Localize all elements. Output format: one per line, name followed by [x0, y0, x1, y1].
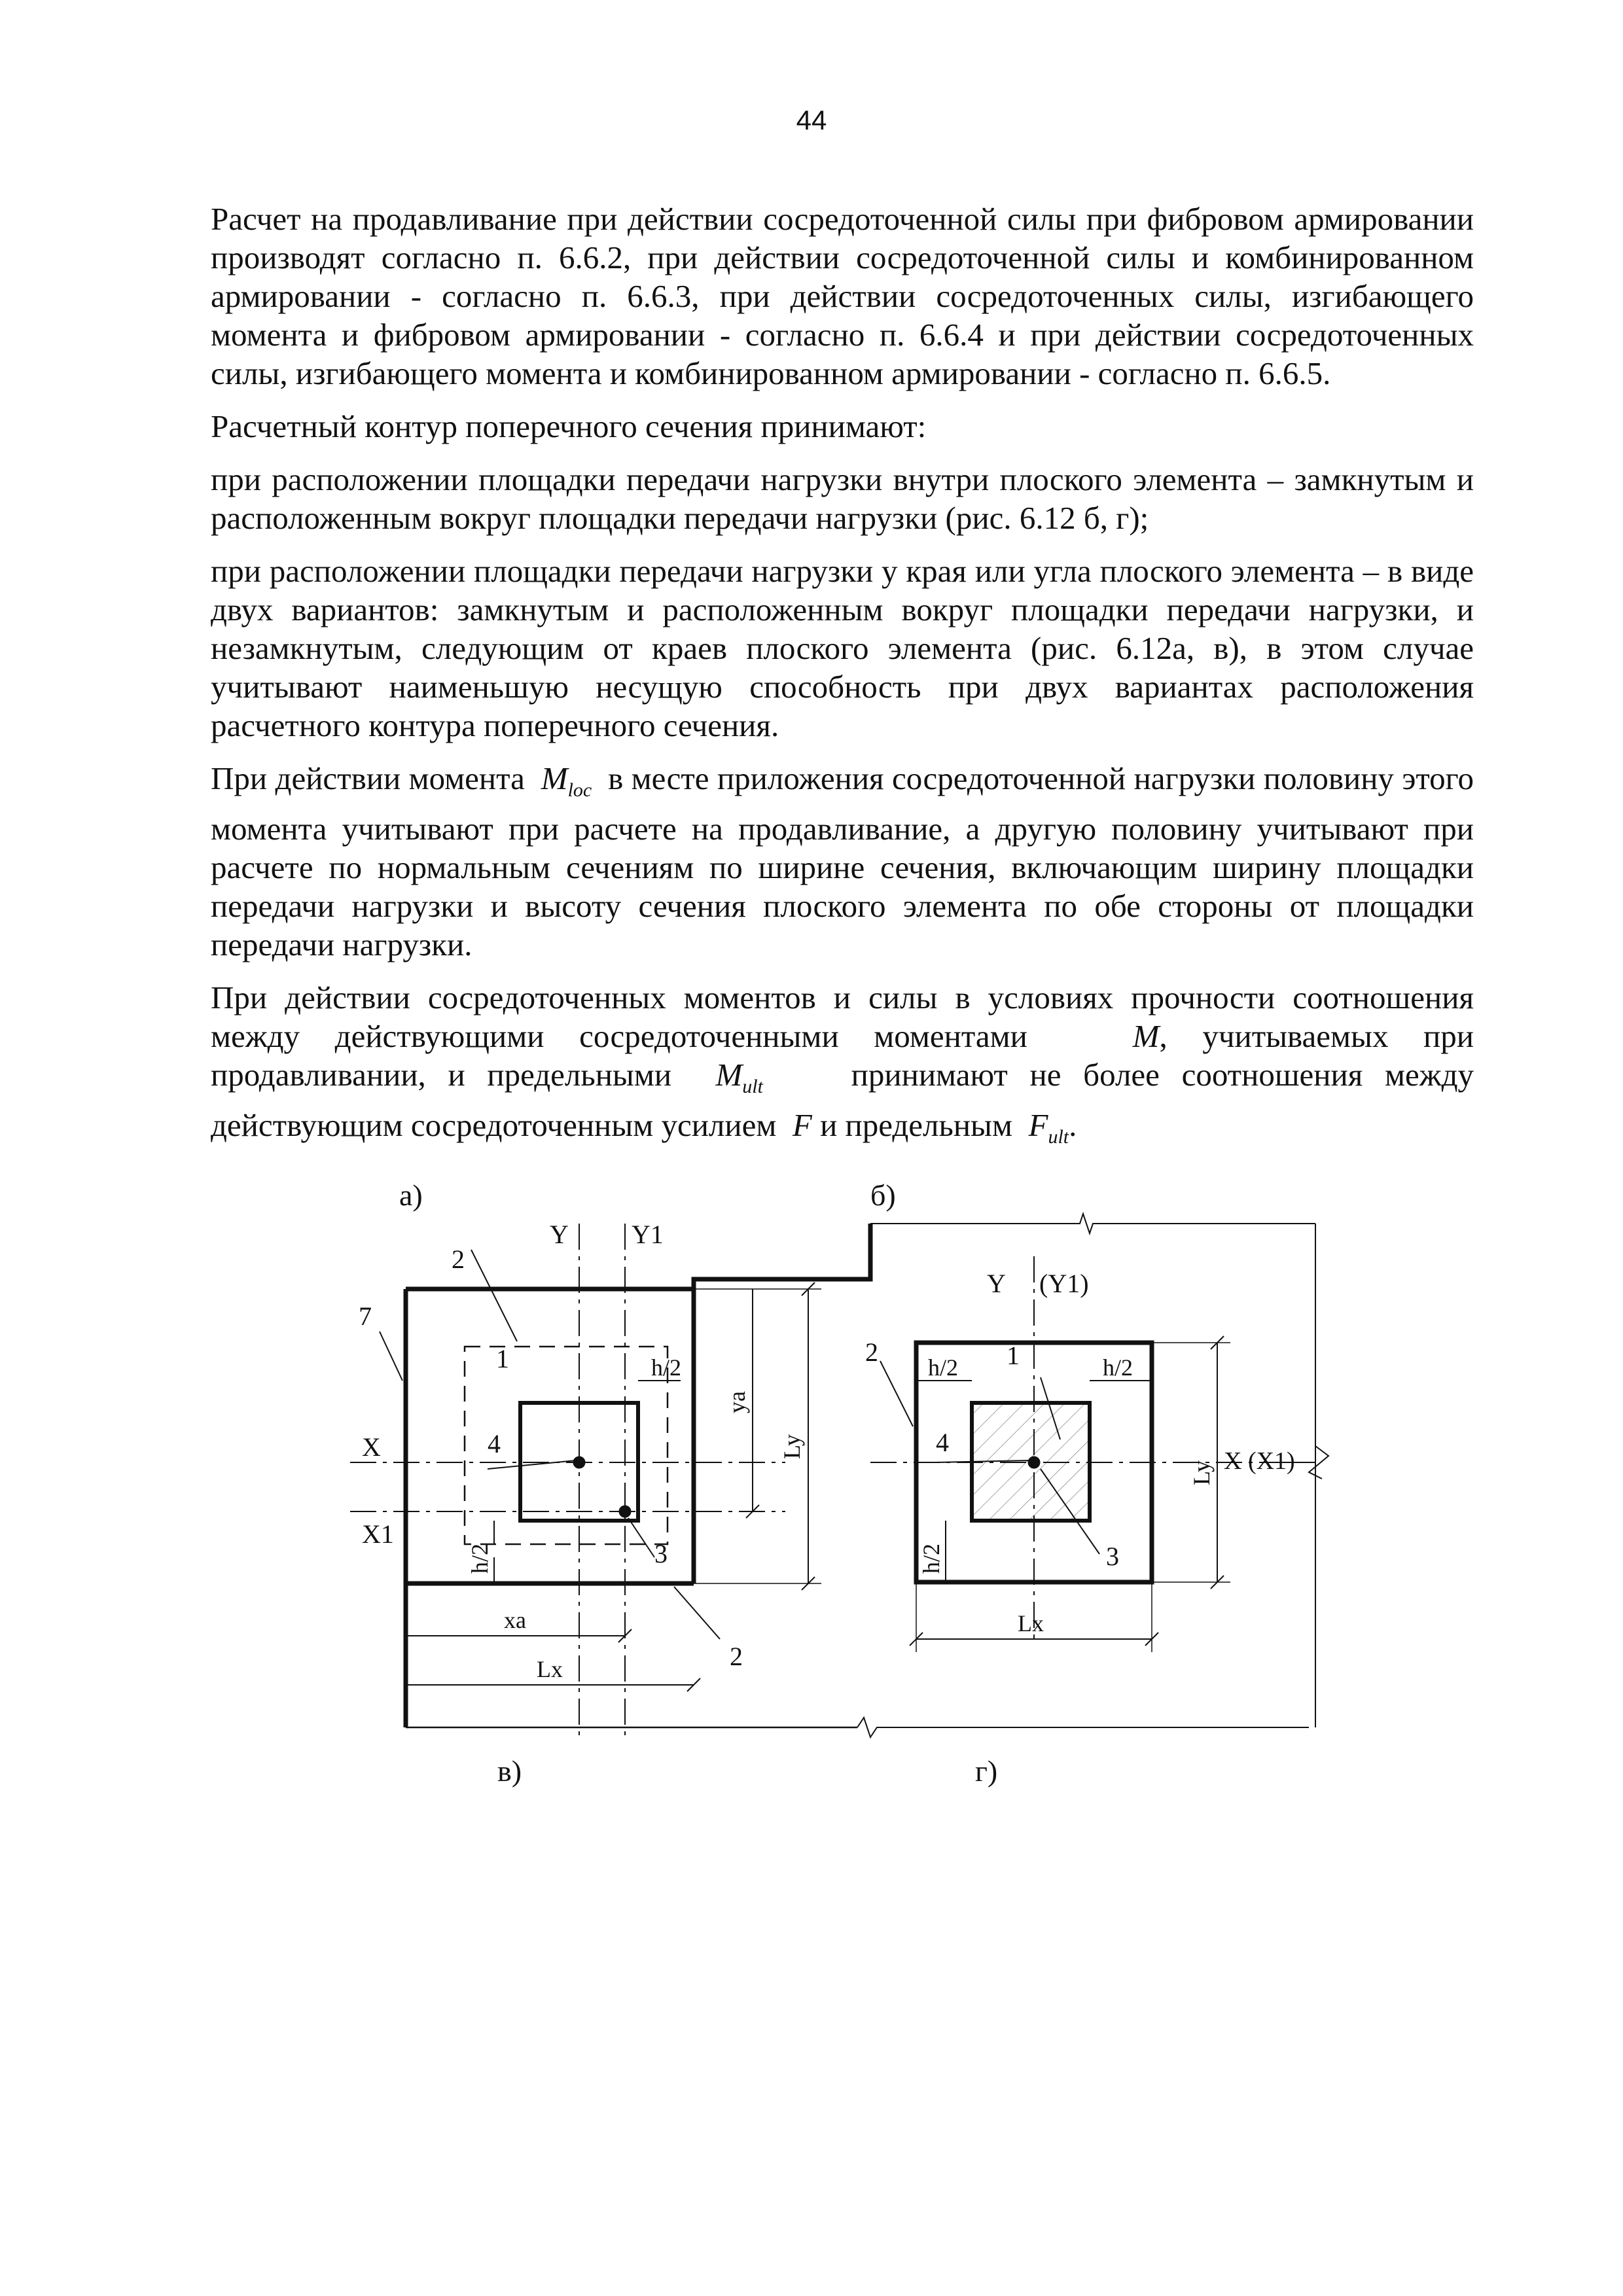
paragraph-4: при расположении площадки передачи нагрузки у края или угла плоского элемента – в виде двух вариантов: замкнутым и расположенным вокруг площадки передачи нагрузки, и незамкнутым, следующим от краев плоского элемента (рис. 6.12а, в), в этом случае учитывают наименьшую несущую способность при двух вариантах расположения расчетного контура поперечного сечения.: [211, 553, 1474, 743]
symbol-F: F: [792, 1106, 812, 1143]
figure-label-g: г): [975, 1754, 998, 1788]
symbol-M-loc: $M_{loc}$: [541, 760, 592, 801]
figure-label-v: в): [497, 1754, 522, 1788]
right-label-4: 4: [936, 1428, 949, 1457]
paragraph-6: При действии сосредоточенных моментов и силы в условиях прочности соотношения между действующими сосредоточенными моментами M, учитываемых при продавливании, и предельными $M_{ult}$ принимают не более соотношения между действующим сосредоточенным усилием F и предельным $F_{ult}$.: [211, 979, 1474, 1148]
left-dim-ya: ya: [724, 1391, 750, 1413]
figure-6-12: [0, 1165, 1623, 1819]
paragraph-5-start: При действии момента: [211, 760, 525, 796]
right-dim-h2-left: h/2: [928, 1354, 959, 1381]
left-label-3: 3: [654, 1539, 668, 1568]
left-axis-X1: X1: [362, 1519, 394, 1549]
left-axis-Y: Y: [550, 1220, 569, 1249]
left-dim-h2-top: h/2: [651, 1354, 682, 1381]
paragraph-5: [211, 759, 1474, 964]
paragraph-3: при расположении площадки передачи нагрузки внутри плоского элемента – замкнутым и расположенным вокруг площадки передачи нагрузки (рис. 6.12 б, г);: [211, 461, 1474, 536]
right-label-2: 2: [865, 1337, 878, 1367]
symbol-F-ult: $F_{ult}$: [1028, 1106, 1069, 1148]
left-dim-xa: xa: [504, 1607, 526, 1633]
left-label-1: 1: [496, 1344, 509, 1373]
right-dim-Ly: Ly: [1188, 1460, 1215, 1485]
figure-label-a: а): [399, 1178, 423, 1212]
symbol-M: M: [1132, 1017, 1160, 1054]
right-axis-Y: Y: [987, 1269, 1006, 1298]
right-axis-X: X (X1): [1224, 1447, 1295, 1475]
left-dim-Lx: Lx: [537, 1656, 563, 1682]
page-number: 44: [796, 105, 827, 135]
right-dim-h2-right: h/2: [1103, 1354, 1133, 1381]
left-axis-X: X: [362, 1432, 381, 1462]
left-axis-Y1: Y1: [632, 1220, 664, 1249]
paragraph-5-rest: в месте приложения сосредоточенной нагрузки половину этого момента учитывают при расчете на продавливание, а другую половину учитывают при расчете по нормальным сечениям по ширине сечения, включающим ширину площадки передачи нагрузки и высоту сечения плоского элемента по обе стороны от площадки передачи нагрузки.: [211, 760, 1474, 963]
left-label-4: 4: [488, 1429, 501, 1458]
left-dim-h2-side: h/2: [467, 1543, 493, 1574]
left-label-2-bottom: 2: [730, 1642, 743, 1671]
paragraph-2: Расчетный контур поперечного сечения принимают:: [211, 408, 927, 444]
right-dim-Lx: Lx: [1018, 1610, 1044, 1636]
center-point: [573, 1457, 585, 1468]
right-dim-h2-side: h/2: [918, 1543, 944, 1574]
right-axis-Y1: (Y1): [1039, 1269, 1089, 1298]
centroid-point: [619, 1506, 631, 1517]
left-drawing: [350, 1224, 1309, 1740]
left-label-2-top: 2: [452, 1245, 465, 1274]
body-text: [211, 200, 1474, 1170]
right-center-point: [1028, 1457, 1040, 1468]
right-label-3: 3: [1106, 1542, 1119, 1571]
left-label-7: 7: [359, 1301, 372, 1331]
figure-label-b: б): [870, 1178, 896, 1212]
figure-drawing: [0, 1165, 1623, 1819]
left-dim-Ly: Ly: [779, 1434, 805, 1459]
symbol-M-ult: $M_{ult}$: [715, 1056, 763, 1097]
paragraph-1: Расчет на продавливание при действии сосредоточенной силы при фибровом армировании производят согласно п. 6.6.2, при действии сосредоточенной силы и комбинированном армировании - согласно п. 6.6.3, при действии сосредоточенных силы, изгибающего момента и фибровом армировании - согласно п. 6.6.4 и при действии сосредоточенных силы, изгибающего момента и комбинированном армировании - согласно п. 6.6.5.: [211, 201, 1474, 391]
right-label-1: 1: [1007, 1341, 1020, 1370]
